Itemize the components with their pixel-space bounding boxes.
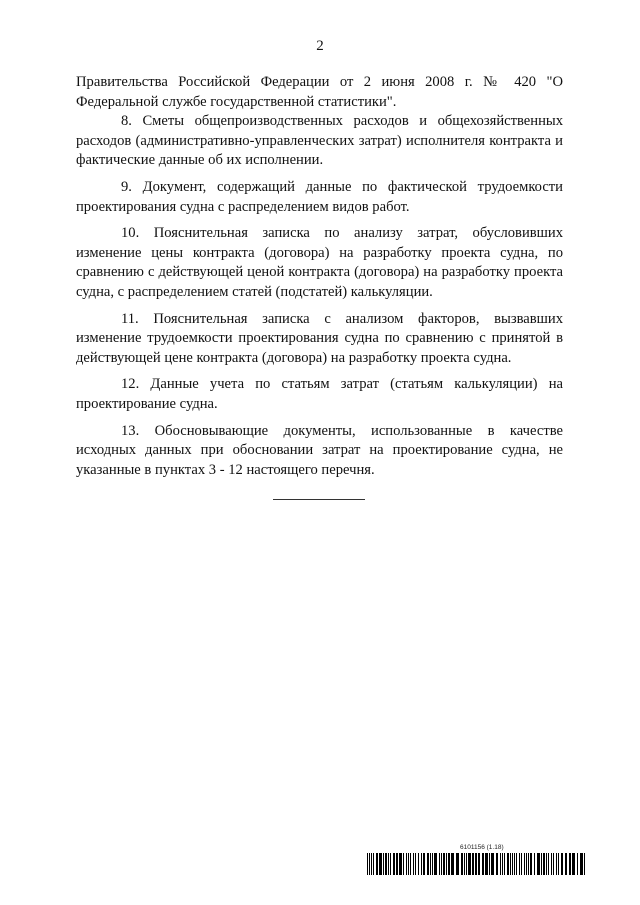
paragraph-item-9: 9. Документ, содержащий данные по фактической трудоемкости проектирования судна с распределением видов работ. xyxy=(76,178,563,215)
document-body xyxy=(76,73,563,480)
paragraph-item-11: 11. Пояснительная записка с анализом факторов, вызвавших изменение трудоемкости проектирования судна по сравнению с принятой в действующей цене контракта (договора) на разработку проекта судна. xyxy=(76,310,563,366)
page-number: 2 xyxy=(316,38,324,54)
paragraph-item-10: 10. Пояснительная записка по анализу затрат, обусловивших изменение цены контракта (договора) на разработку проекта судна, по сравнению с действующей ценой контракта (договора) на разработку проекта судна, с распределением статей (подстатей) калькуляции. xyxy=(76,225,563,300)
barcode xyxy=(367,853,587,875)
paragraph-item-12: 12. Данные учета по статьям затрат (статьям калькуляции) на проектирование судна. xyxy=(76,376,563,412)
barcode-label: 6101156 (1.18) xyxy=(460,844,504,851)
barcode-icon xyxy=(367,853,587,875)
paragraph-item-13: 13. Обосновывающие документы, использованные в качестве исходных данных при обосновании затрат на проектирование судна, не указанные в пунктах 3 - 12 настоящего перечня. xyxy=(76,422,563,478)
end-separator-line xyxy=(273,499,365,500)
paragraph-item-8: 8. Сметы общепроизводственных расходов и общехозяйственных расходов (административно-управленческих затрат) исполнителя контракта и фактические данные об их исполнении. xyxy=(76,113,563,169)
paragraph-continuation: Правительства Российской Федерации от 2 июня 2008 г. № 420 "О Федеральной службе государственной статистики". xyxy=(76,74,563,110)
